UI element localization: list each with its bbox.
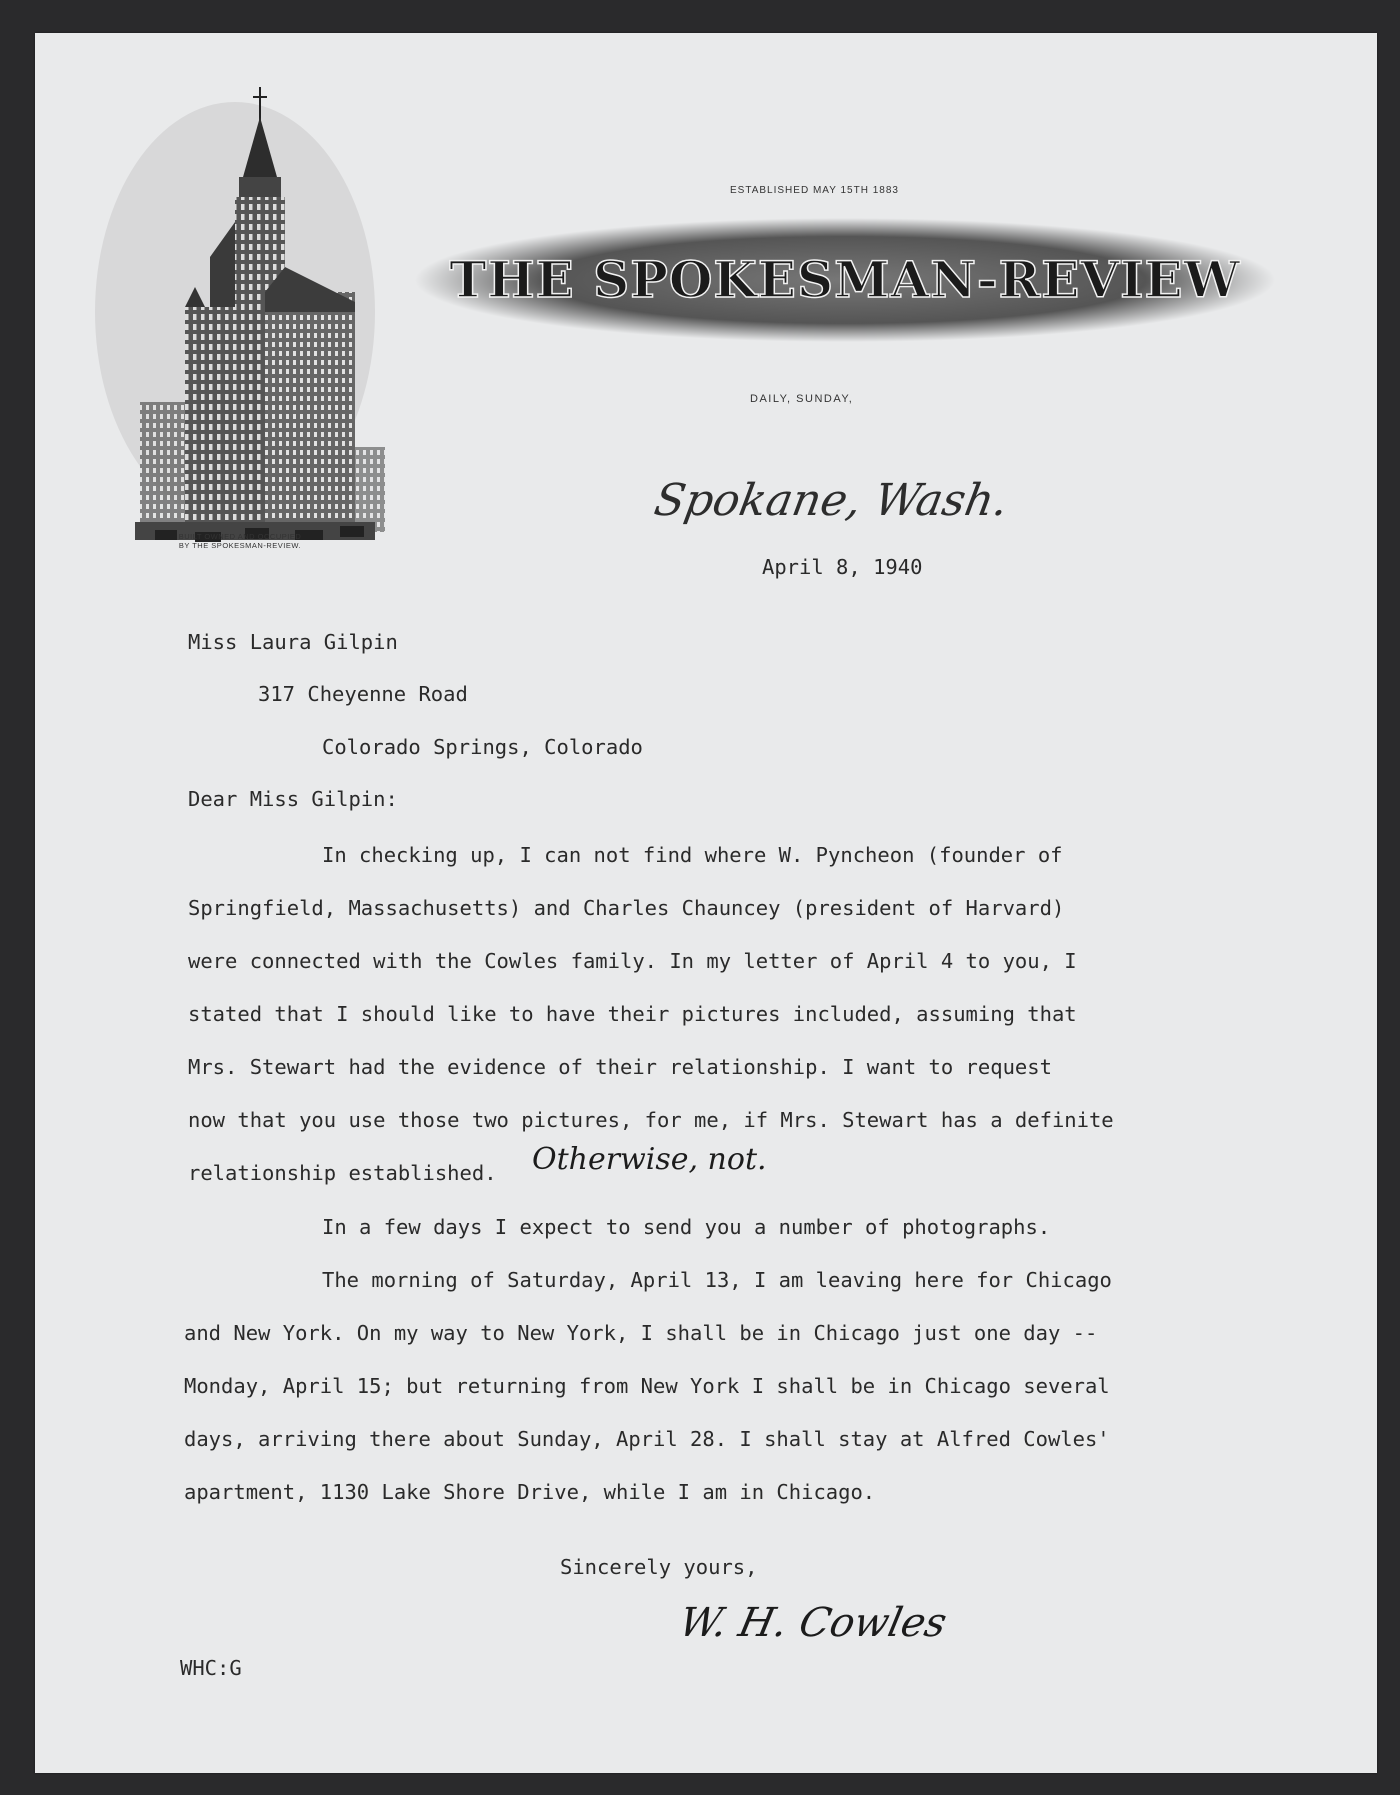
recipient-name: Miss Laura Gilpin bbox=[188, 630, 398, 654]
body-line: The morning of Saturday, April 13, I am leaving here for Chicago bbox=[322, 1268, 1112, 1292]
body-line: In checking up, I can not find where W. Pyncheon (founder of bbox=[322, 843, 1063, 867]
body-line: and New York. On my way to New York, I shall be in Chicago just one day -- bbox=[184, 1321, 1098, 1345]
closing: Sincerely yours, bbox=[560, 1555, 758, 1579]
established-line: ESTABLISHED MAY 15TH 1883 bbox=[730, 185, 899, 196]
body-line: were connected with the Cowles family. In my letter of April 4 to you, I bbox=[188, 949, 1077, 973]
body-line: Monday, April 15; but returning from New York I shall be in Chicago several bbox=[184, 1374, 1110, 1398]
body-line: relationship established. bbox=[188, 1161, 497, 1185]
recipient-city: Colorado Springs, Colorado bbox=[322, 735, 643, 759]
body-line: stated that I should like to have their pictures included, assuming that bbox=[188, 1002, 1077, 1026]
place-script: Spokane, Wash. bbox=[650, 475, 1013, 526]
signature: W. H. Cowles bbox=[675, 1600, 951, 1646]
body-line: apartment, 1130 Lake Shore Drive, while I am in Chicago. bbox=[184, 1480, 876, 1504]
body-line: days, arriving there about Sunday, April 28. I shall stay at Alfred Cowles' bbox=[184, 1427, 1110, 1451]
masthead-logo bbox=[385, 185, 1285, 350]
body-line: Mrs. Stewart had the evidence of their relationship. I want to request bbox=[188, 1055, 1052, 1079]
body-line: In a few days I expect to send you a number of photographs. bbox=[322, 1215, 1051, 1239]
building-engraving bbox=[95, 52, 385, 547]
typist-initials: WHC:G bbox=[180, 1656, 242, 1680]
body-line: now that you use those two pictures, for me, if Mrs. Stewart has a definite bbox=[188, 1108, 1114, 1132]
letter-date: April 8, 1940 bbox=[762, 555, 923, 579]
edition-line: DAILY, SUNDAY, bbox=[750, 393, 854, 405]
body-line: Springfield, Massachusetts) and Charles Chauncey (president of Harvard) bbox=[188, 896, 1065, 920]
salutation: Dear Miss Gilpin: bbox=[188, 787, 398, 811]
recipient-street: 317 Cheyenne Road bbox=[258, 682, 468, 706]
masthead-title: THE SPOKESMAN-REVIEW bbox=[449, 250, 1241, 309]
building-caption: BUILT OWNED AND OCCUPIED BY THE SPOKESMAN-REVIEW. bbox=[178, 532, 302, 550]
handwritten-note: Otherwise, not. bbox=[532, 1142, 767, 1177]
